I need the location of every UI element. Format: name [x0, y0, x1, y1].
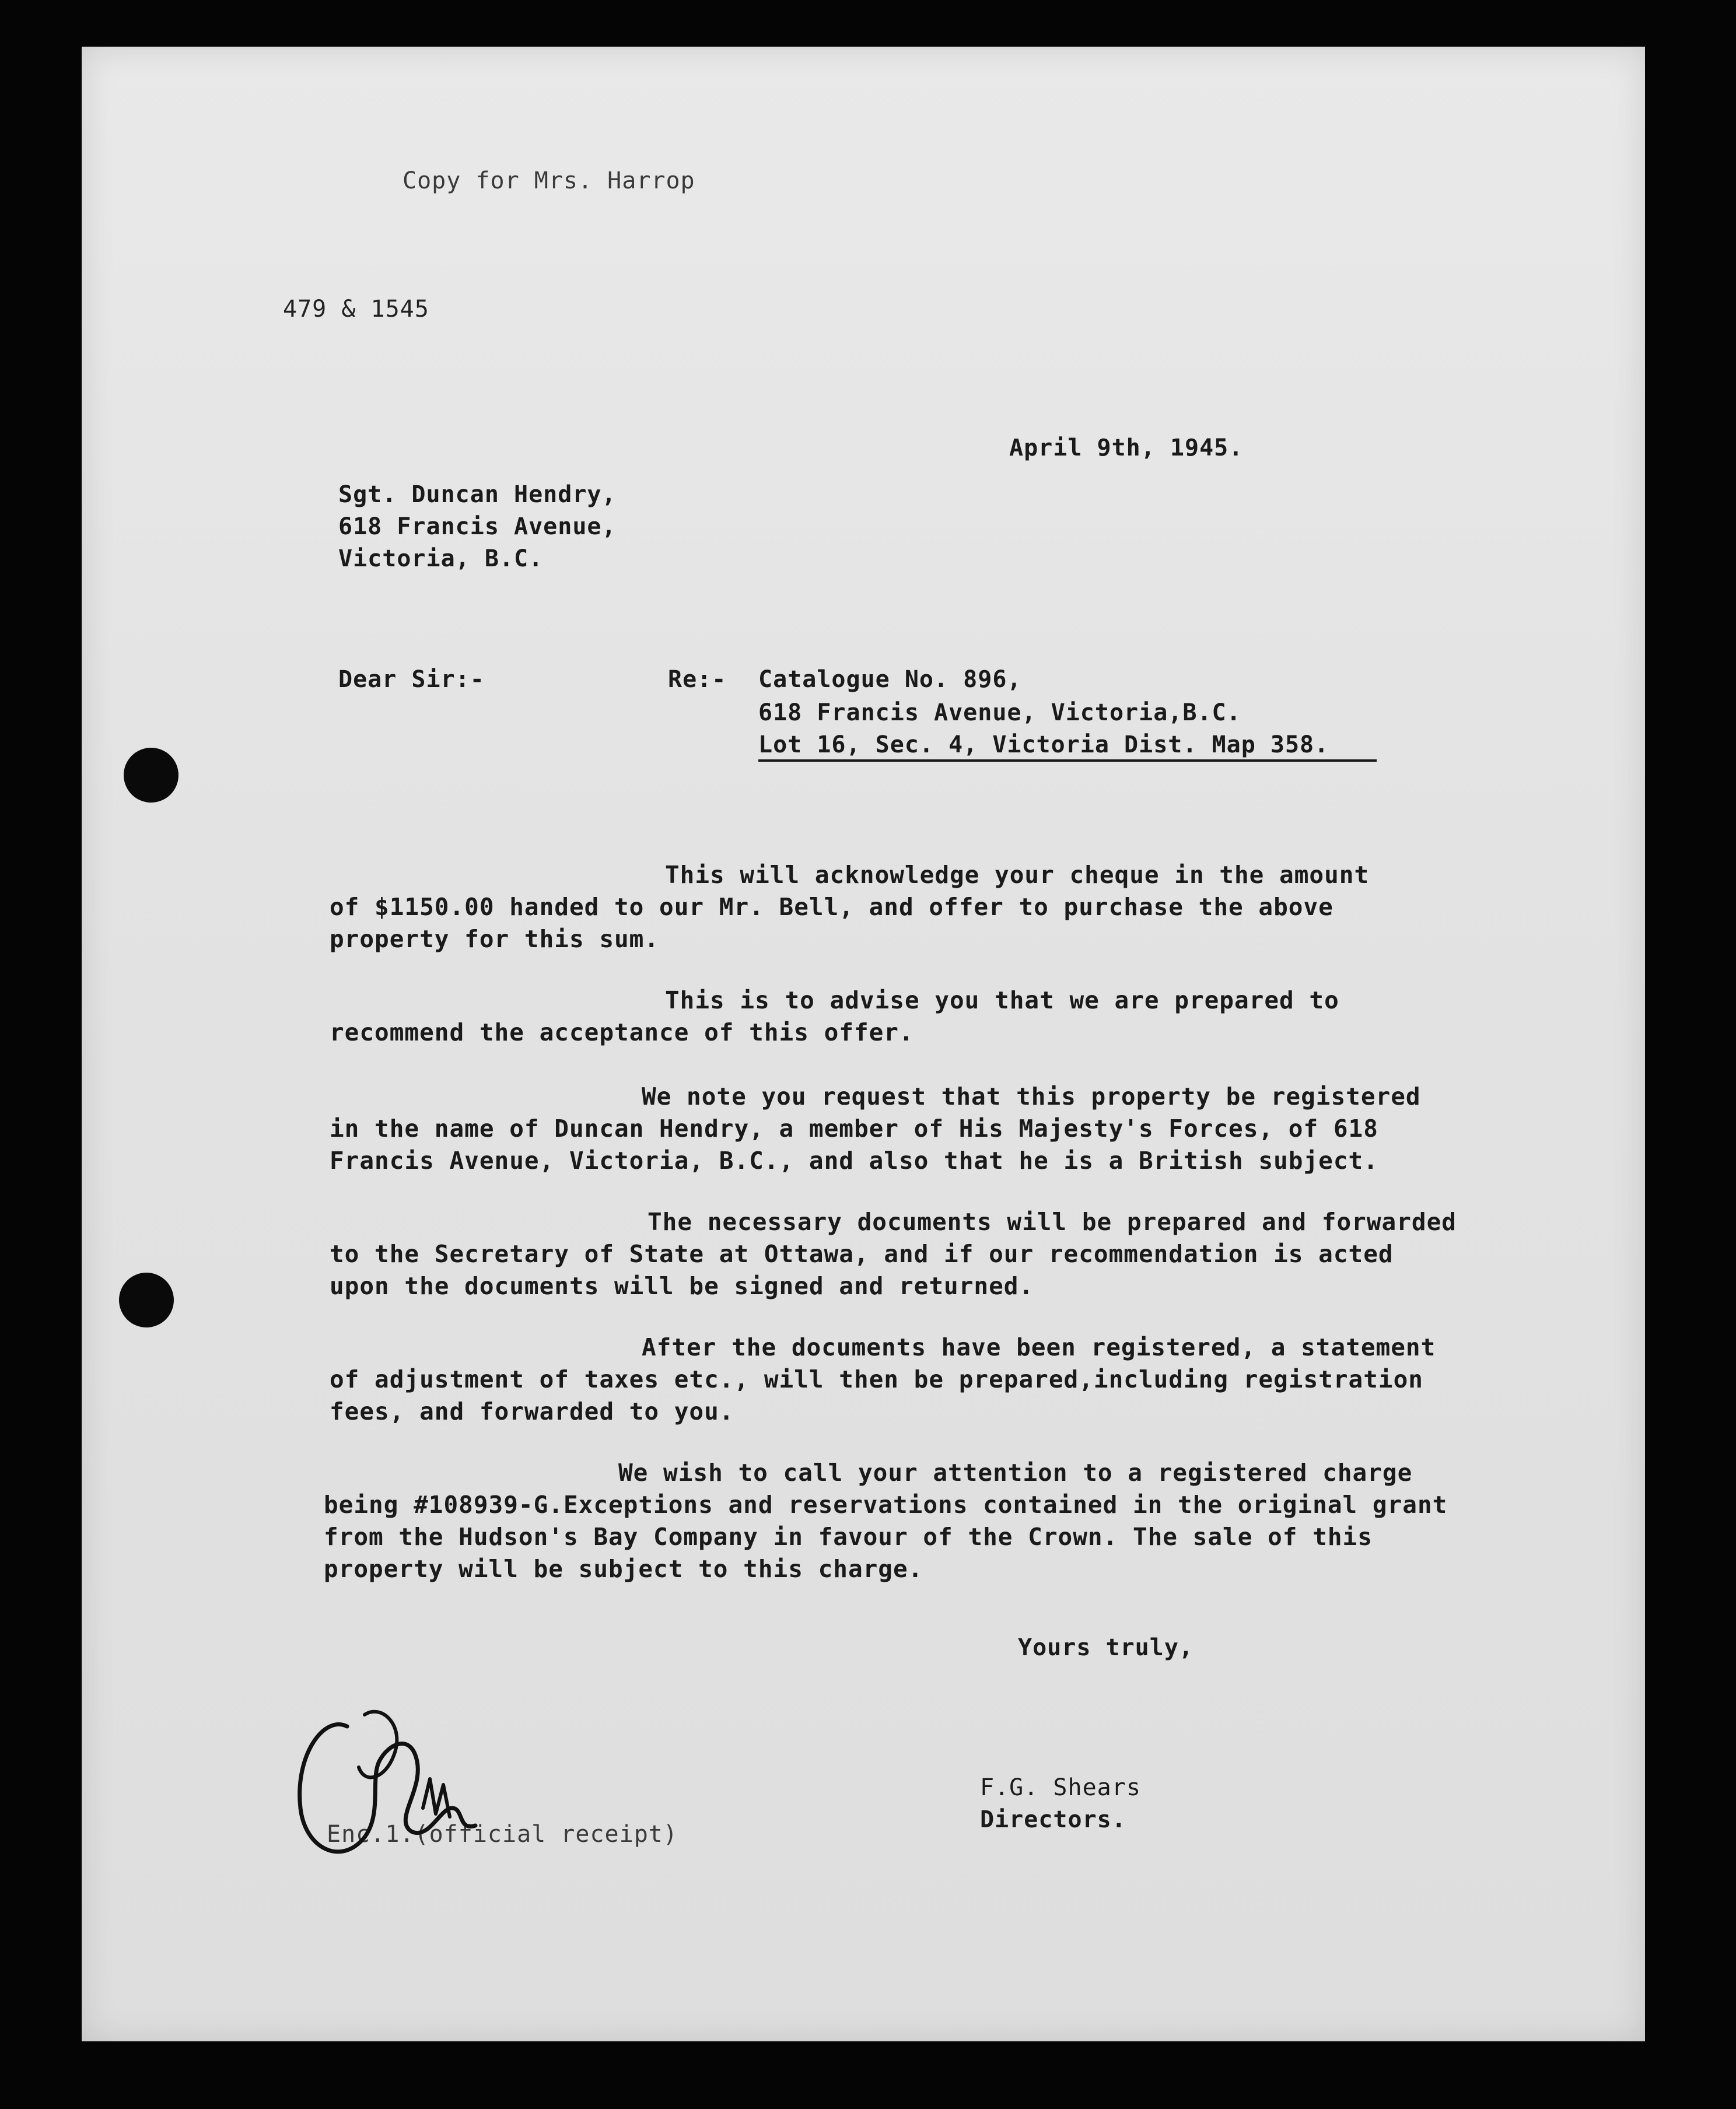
- signatory-title: Directors.: [980, 1806, 1126, 1833]
- re-line-3: Lot 16, Sec. 4, Victoria Dist. Map 358.: [758, 731, 1329, 758]
- paragraph-4-line-1: The necessary documents will be prepared and forwarded: [648, 1208, 1457, 1236]
- paragraph-6-line-2: being #108939-G.Exceptions and reservations contained in the original grant: [324, 1491, 1448, 1519]
- paragraph-3-line-3: Francis Avenue, Victoria, B.C., and also that he is a British subject.: [330, 1147, 1378, 1175]
- paragraph-1-line-2: of $1150.00 handed to our Mr. Bell, and offer to purchase the above: [330, 893, 1334, 921]
- file-number: 479 & 1545: [283, 296, 429, 323]
- letter-date: April 9th, 1945.: [1009, 435, 1244, 461]
- letter-page: [82, 47, 1645, 2041]
- paragraph-2-line-2: recommend the acceptance of this offer.: [330, 1018, 914, 1046]
- enclosure-note: Enc.1.(official receipt): [327, 1821, 678, 1848]
- paragraph-1-line-1: This will acknowledge your cheque in the amount: [665, 861, 1370, 889]
- paragraph-6-line-4: property will be subject to this charge.: [324, 1555, 923, 1583]
- re-line-2: 618 Francis Avenue, Victoria,B.C.: [758, 699, 1241, 726]
- punch-hole-top: [124, 748, 178, 803]
- closing: Yours truly,: [1018, 1634, 1194, 1661]
- paragraph-4-line-2: to the Secretary of State at Ottawa, and if our recommendation is acted: [330, 1240, 1394, 1268]
- handwritten-initials: [277, 1691, 522, 1884]
- salutation: Dear Sir:-: [338, 666, 485, 693]
- paragraph-5-line-2: of adjustment of taxes etc., will then be prepared,including registration: [330, 1365, 1423, 1393]
- paragraph-4-line-3: upon the documents will be signed and returned.: [330, 1272, 1034, 1300]
- recipient-line-3: Victoria, B.C.: [338, 545, 544, 572]
- re-line-1: Catalogue No. 896,: [758, 666, 1022, 693]
- paragraph-6-line-3: from the Hudson's Bay Company in favour of the Crown. The sale of this: [324, 1523, 1373, 1551]
- paragraph-3-line-1: We note you request that this property be registered: [642, 1082, 1421, 1110]
- recipient-line-1: Sgt. Duncan Hendry,: [338, 481, 617, 508]
- signatory-name: F.G. Shears: [980, 1774, 1141, 1801]
- copy-note: Copy for Mrs. Harrop: [402, 167, 695, 194]
- paragraph-3-line-2: in the name of Duncan Hendry, a member of His Majesty's Forces, of 618: [330, 1115, 1378, 1143]
- recipient-line-2: 618 Francis Avenue,: [338, 513, 617, 540]
- paragraph-6-line-1: We wish to call your attention to a registered charge: [618, 1459, 1413, 1487]
- punch-hole-bottom: [119, 1273, 174, 1327]
- re-underline: [758, 759, 1377, 762]
- paragraph-5-line-3: fees, and forwarded to you.: [330, 1397, 734, 1425]
- paragraph-2-line-1: This is to advise you that we are prepared to: [665, 986, 1339, 1014]
- paragraph-5-line-1: After the documents have been registered, a statement: [642, 1333, 1436, 1361]
- re-label: Re:-: [668, 666, 727, 693]
- paragraph-1-line-3: property for this sum.: [330, 925, 660, 953]
